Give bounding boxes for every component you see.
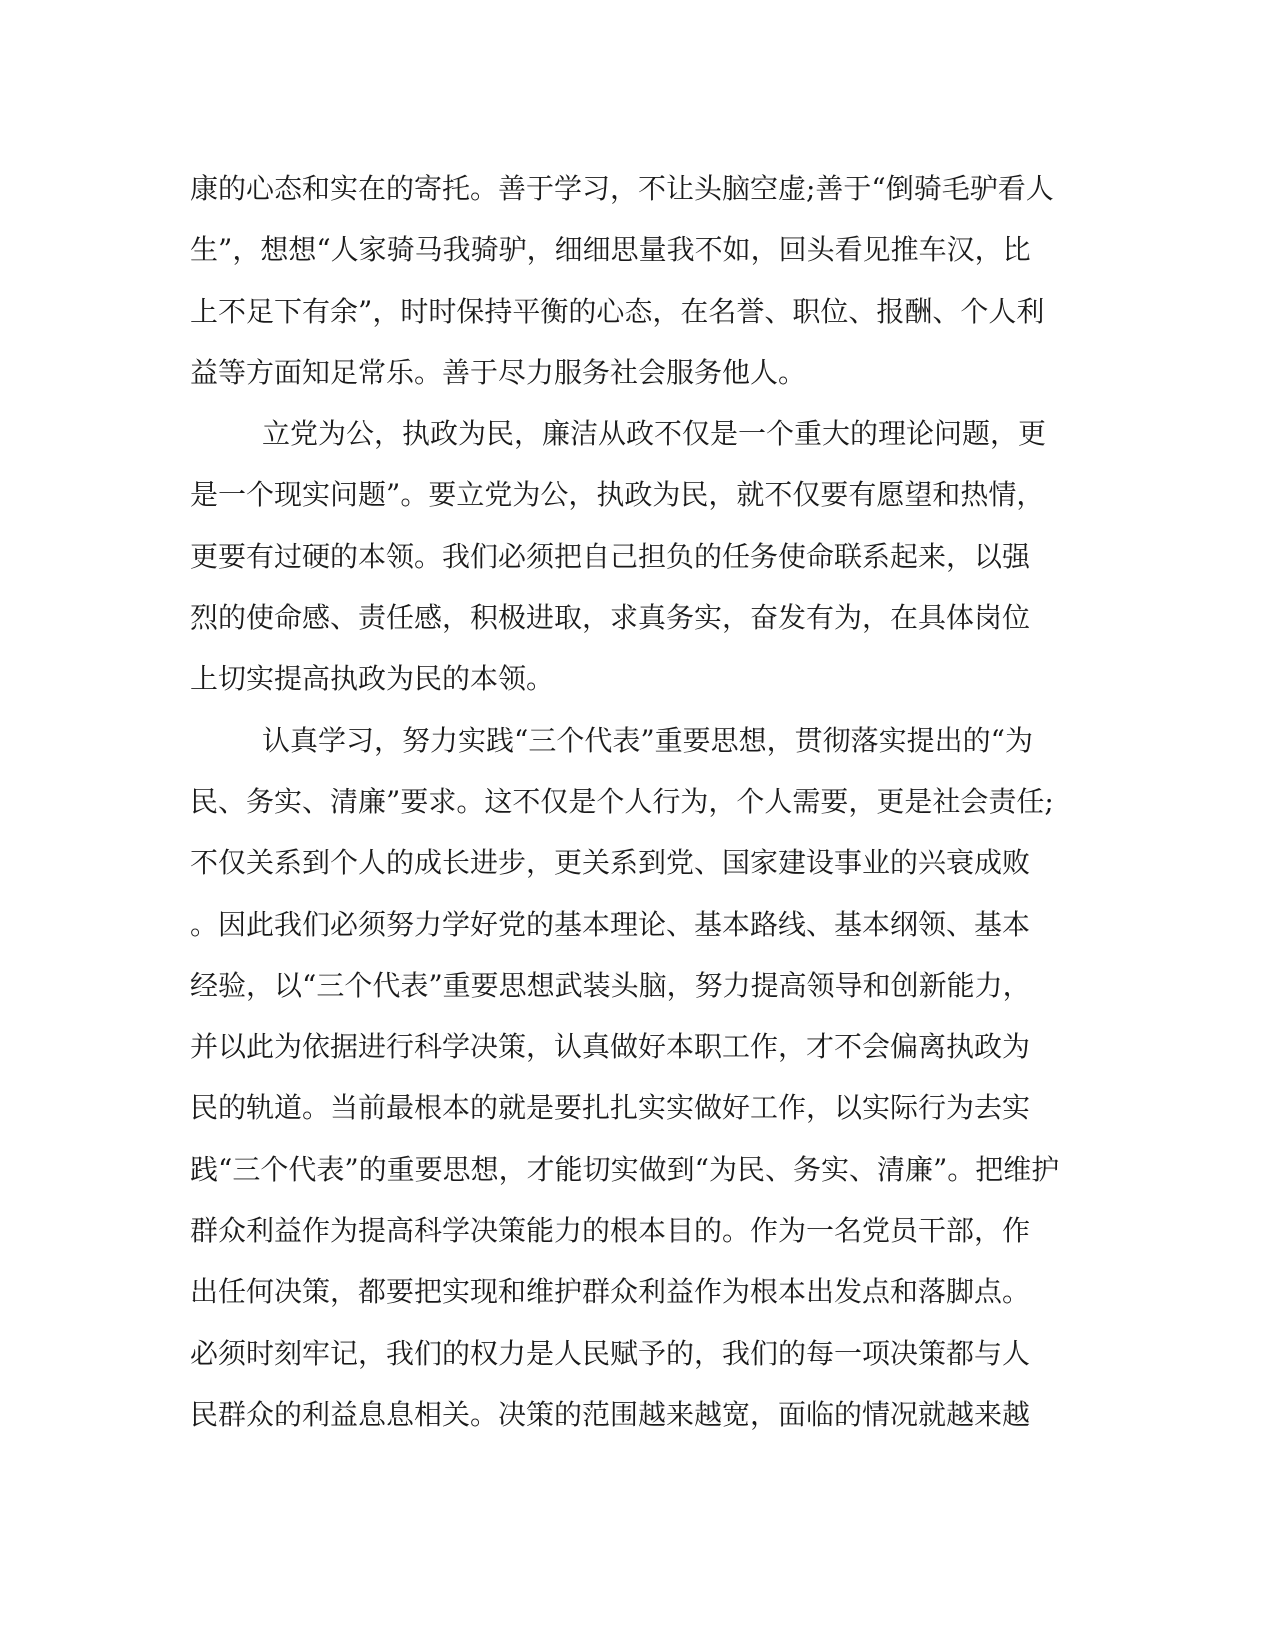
text-line: 践“三个代表”的重要思想，才能切实做到“为民、务实、清廉”。把维护 bbox=[190, 1152, 1060, 1186]
text-line: 民、务实、清廉”要求。这不仅是个人行为，个人需要，更是社会责任; bbox=[190, 784, 1054, 818]
text-line: 认真学习，努力实践“三个代表”重要思想，贯彻落实提出的“为 bbox=[262, 723, 1033, 757]
text-line: 必须时刻牢记，我们的权力是人民赋予的，我们的每一项决策都与人 bbox=[190, 1336, 1031, 1370]
text-line: 群众利益作为提高科学决策能力的根本目的。作为一名党员干部，作 bbox=[190, 1214, 1031, 1248]
text-line: 经验，以“三个代表”重要思想武装头脑，努力提高领导和创新能力， bbox=[190, 968, 1031, 1002]
text-line: 不仅关系到个人的成长进步，更关系到党、国家建设事业的兴衰成败 bbox=[190, 846, 1031, 880]
text-line: 民群众的利益息息相关。决策的范围越来越宽，面临的情况就越来越 bbox=[190, 1397, 1031, 1431]
text-line: 出任何决策，都要把实现和维护群众利益作为根本出发点和落脚点。 bbox=[190, 1275, 1031, 1309]
text-line: 更要有过硬的本领。我们必须把自己担负的任务使命联系起来，以强 bbox=[190, 539, 1031, 573]
text-line: 烈的使命感、责任感，积极进取，求真务实，奋发有为，在具体岗位 bbox=[190, 601, 1031, 635]
paragraph bbox=[190, 403, 1090, 709]
paragraph bbox=[190, 710, 1090, 1446]
text-line: 生”，想想“人家骑马我骑驴，细细思量我不如，回头看见推车汉，比 bbox=[190, 233, 1031, 267]
text-line: 益等方面知足常乐。善于尽力服务社会服务他人。 bbox=[190, 355, 807, 389]
text-line: 上不足下有余”，时时保持平衡的心态，在名誉、职位、报酬、个人利 bbox=[190, 294, 1045, 328]
paragraph bbox=[190, 158, 1090, 403]
text-line: 立党为公，执政为民，廉洁从政不仅是一个重大的理论问题，更 bbox=[262, 417, 1047, 451]
text-line: 康的心态和实在的寄托。善于学习，不让头脑空虚;善于“倒骑毛驴看人 bbox=[190, 172, 1054, 205]
text-line: 上切实提高执政为民的本领。 bbox=[190, 662, 555, 696]
text-line: 。因此我们必须努力学好党的基本理论、基本路线、基本纲领、基本 bbox=[190, 907, 1031, 941]
text-line: 并以此为依据进行科学决策，认真做好本职工作，才不会偏离执政为 bbox=[190, 1030, 1031, 1064]
text-line: 民的轨道。当前最根本的就是要扎扎实实做好工作，以实际行为去实 bbox=[190, 1091, 1031, 1125]
text-line: 是一个现实问题”。要立党为公，执政为民，就不仅要有愿望和热情， bbox=[190, 478, 1045, 512]
body-text bbox=[190, 158, 1090, 1445]
